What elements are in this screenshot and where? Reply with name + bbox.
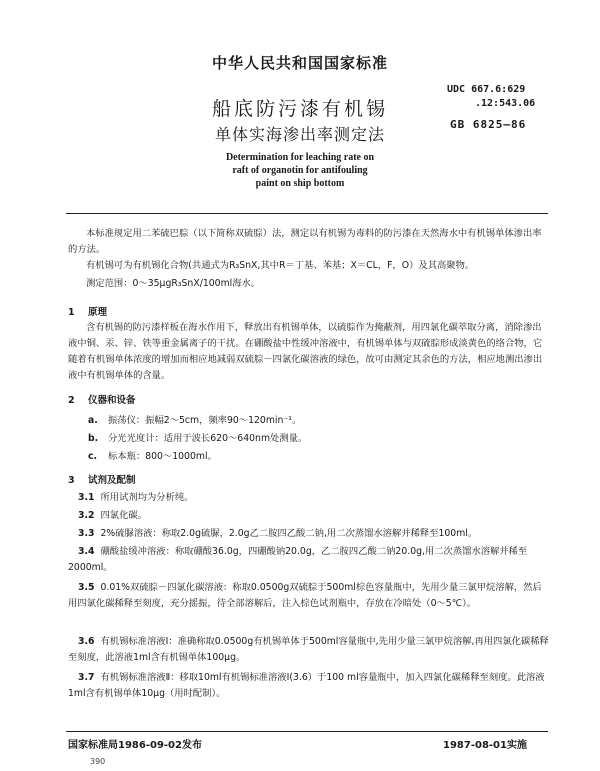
equipment-item-b xyxy=(88,430,307,444)
english-title-line2: raft of organotin for antifouling xyxy=(232,165,368,176)
reagent-item-text: 0.01%双硫腙－四氯化碳溶液：称取0.0500g双硫腙于500ml棕色容量瓶中，先用少量三氯甲烷溶解，然后用四氯化碳稀释至刻度，充分摇振，待全部溶解后，注入棕色试剂瓶中，存放在冷暗处（0～5℃）。 xyxy=(68,582,542,609)
section-1-heading xyxy=(68,304,107,318)
reagent-item-3-1 xyxy=(68,490,550,506)
issue-date: 国家标准局1986-09-02发布 xyxy=(68,740,202,751)
reagent-item-3-3 xyxy=(68,526,550,542)
reagent-item-text: 有机锡标准溶液Ⅰ：准确称取0.0500g有机锡单体于500ml容量瓶中,先用少量三氯甲烷溶解,再用四氯化碳稀释至刻度，此溶液1ml含有机锡单体100μg。 xyxy=(68,636,549,663)
reagent-item-text: 有机锡标准溶液Ⅱ：移取10ml有机锡标准溶液Ⅰ(3.6）于100 ml容量瓶中，加入四氯化碳稀释至刻度。此溶液1ml含有机锡单体10μg（用时配制）。 xyxy=(68,672,545,699)
udc-code-line1: UDC 667.6:629 xyxy=(447,84,526,95)
english-title-line1: Determination for leaching rate on xyxy=(225,152,375,163)
equipment-item-label: b. xyxy=(88,433,99,444)
page-number: 390 xyxy=(90,757,106,766)
national-standard-title: 中华人民共和国国家标准 xyxy=(211,54,388,72)
reagent-item-number: 3.1 xyxy=(78,492,95,503)
effective-date: 1987-08-01实施 xyxy=(443,740,527,751)
footer-divider xyxy=(66,731,548,732)
reagent-item-number: 3.4 xyxy=(78,546,95,557)
section-1-text: 含有机锡的防污漆样板在海水作用下，释放出有机锡单体，以硫腙作为掩蔽剂，用四氯化碳萃取分离，消除渗出液中铜、汞、锌、铁等重金属离子的干扰。在硼酸盐中性缓冲溶液中，有机锡单体与双硫腙形成淡黄色的络合物，它随着有机锡单体浓度的增加而相应地减弱双硫腙－四氯化碳溶液的绿色，故可由测定其余色的方法，相应地测出渗出液中有机锡单体的含量。 xyxy=(68,322,543,381)
intro-paragraph-2: 有机锡可为有机锡化合物(共通式为R₃SnX,其中R＝丁基、苯基；X＝CL，F，O）及其高聚物。 xyxy=(86,260,475,271)
equipment-item-text: 标本瓶：800～1000ml。 xyxy=(108,451,217,462)
section-2-heading xyxy=(68,392,136,406)
equipment-item-label: a. xyxy=(88,415,98,426)
equipment-item-text: 分光光度计：适用于波长620～640nm处测量。 xyxy=(108,433,308,444)
reagent-item-3-4 xyxy=(68,544,550,576)
section-2-number: 2 xyxy=(68,395,75,406)
chinese-title-line2: 单体实海渗出率测定法 xyxy=(214,125,385,144)
equipment-item-c xyxy=(88,448,217,462)
header-divider xyxy=(66,213,548,214)
reagent-item-3-6 xyxy=(68,634,550,666)
equipment-item-a xyxy=(88,412,301,426)
section-1-number: 1 xyxy=(68,307,75,318)
reagent-item-text: 2%硫脲溶液：称取2.0g硫脲，2.0g乙二胺四乙酸二钠,用二次蒸馏水溶解并稀释至100ml。 xyxy=(100,528,478,539)
gb-standard-number: GB 6825—86 xyxy=(450,118,527,131)
reagent-item-number: 3.3 xyxy=(78,528,95,539)
english-title-line3: paint on ship bottom xyxy=(255,178,345,189)
intro-paragraph-3: 测定范围：0～35μgR₃SnX/100ml海水。 xyxy=(86,278,261,289)
reagent-item-number: 3.2 xyxy=(78,510,95,521)
equipment-item-text: 振荡仪：振幅2～5cm，频率90～120min⁻¹。 xyxy=(108,415,302,426)
equipment-item-label: c. xyxy=(88,451,98,462)
reagent-item-3-2 xyxy=(68,508,550,524)
reagent-item-3-7 xyxy=(68,670,550,702)
reagent-item-text: 硼酸盐缓冲溶液：称取硼酸36.0g，四硼酸钠20.0g，乙二胺四乙酸二钠20.0g,用二次蒸馏水溶解并稀至2000ml。 xyxy=(68,546,528,573)
section-1-title: 原理 xyxy=(88,307,108,318)
udc-code-line2: .12:543.06 xyxy=(475,98,536,109)
reagent-item-text: 四氯化碳。 xyxy=(100,510,147,521)
reagent-item-number: 3.6 xyxy=(78,636,95,647)
reagent-item-number: 3.5 xyxy=(78,582,95,593)
reagent-item-3-5 xyxy=(68,580,550,612)
section-2-title: 仪器和设备 xyxy=(88,395,136,406)
section-3-heading xyxy=(68,472,136,486)
reagent-item-text: 所用试剂均为分析纯。 xyxy=(100,492,194,503)
section-3-title: 试剂及配制 xyxy=(88,475,136,486)
intro-paragraph-1: 本标准规定用二苯硫巴腙（以下简称双硫腙）法，测定以有机锡为毒料的防污漆在天然海水中有机锡单体渗出率的方法。 xyxy=(68,228,542,255)
reagent-item-number: 3.7 xyxy=(78,672,95,683)
section-3-number: 3 xyxy=(68,475,75,486)
chinese-title-line1: 船底防污漆有机锡 xyxy=(211,98,388,120)
english-title xyxy=(0,151,600,190)
